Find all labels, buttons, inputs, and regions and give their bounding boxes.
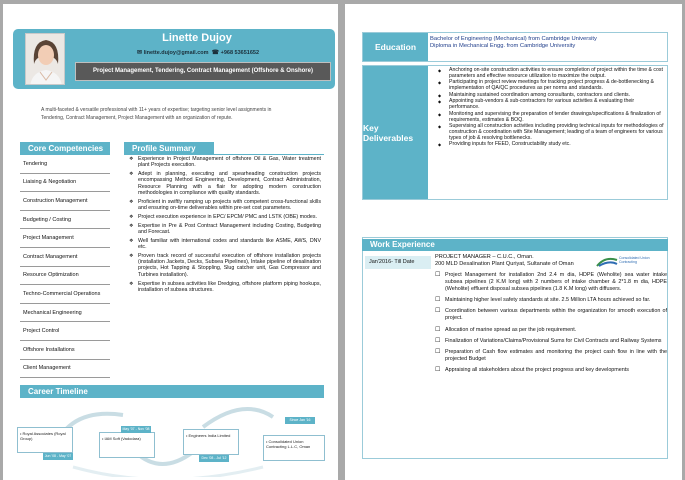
career-timeline [13, 397, 335, 477]
summary-text: A multi-faceted & versatile professional with 11+ years of expertise; targeting senior level assignments in Tendering, Contract Management, Project Management with an organization of repute. [41, 107, 272, 121]
timeline-node-1: • Royal Associates (Royal Group) [17, 427, 73, 453]
phone-icon: ☎ [211, 50, 220, 56]
timeline-node-4: • Consolidated Union Contracting L.L.C, Oman [263, 435, 325, 461]
timeline-date-3: Dec '08 - Jul '12 [199, 455, 229, 462]
deliverable-item: ◆ Maintaining sustained coordination among consultants, contractors and clients. [435, 93, 665, 99]
profile-item: ❖ Expertise in Pre & Post Contract Management including Costing, Budgeting and Forecast. [128, 223, 321, 236]
timeline-date-1: Jun '08 - May '07 [44, 454, 72, 458]
core-competencies-title: Core Competencies [20, 142, 110, 155]
profile-summary-title: Profile Summary [124, 142, 214, 155]
key-deliverables-list [435, 68, 665, 149]
education-label: Education [363, 33, 428, 61]
deliverable-item: ◆ Monitoring and supervising the preparation of tender drawings/specifications & finalization of requirements, estimates & BOQ. [435, 112, 665, 124]
competency-item: Mechanical Engineering [20, 304, 110, 323]
resume-page-1 [3, 4, 338, 480]
deliverable-item: ◆ Supervising all construction activities including providing technical inputs for methodologies of construction & coordination with Site Management; leading of a team of engineers for various types of job & resolving bottlenecks. [435, 124, 665, 142]
competency-item: Construction Management [20, 192, 110, 211]
work-item: ☐ Preparation of Cash flow estimates and monitoring the project cash flow in line with the projected Budget [435, 349, 667, 363]
competency-item: Project Management [20, 229, 110, 248]
work-experience-list [435, 272, 667, 379]
profile-item: ❖ Well familiar with international codes and standards like ASME, AWS, DNV etc. [128, 238, 321, 251]
deliverable-item: ◆ Appointing sub-vendors & sub-contractors for various activities & evaluating their performance. [435, 99, 665, 111]
deliverable-item: ◆ Anchoring on-site construction activities to ensure completion of project within the time & cost parameters and effective resource utilization to maximize the output. [435, 68, 665, 80]
position-title: PROJECT MANAGER – C.U.C., Oman. [435, 254, 534, 260]
education-text [430, 36, 660, 50]
email-text: linette.dujoy@gmail.com [143, 50, 209, 56]
resume-page-2 [345, 4, 682, 480]
work-item: ☐ Project Management for installation 2nd 2.4 m dia, HDPE (Weholite) sea water intake subsea pipelines (2 K.M long) with 2 numbers of intake chamber & 2*1.8 m dia, HDPE (Weholite) effluent disposal subsea pipelines (1.8 K.M long) with diffusers. [435, 272, 667, 293]
profile-item: ❖ Expertise in subsea activities like Dredging, offshore platform piping hookups, installation of subsea structures. [128, 281, 321, 294]
candidate-name: Linette Dujoy [162, 32, 232, 44]
envelope-icon: ✉ [137, 50, 143, 56]
deliverable-item: ◆ Providing inputs for FEED, Constructability study etc. [435, 142, 665, 148]
work-period: Jan'2016- Till Date [365, 256, 431, 269]
work-item: ☐ Finalization of Variations/Claims/Provisional Sums for Civil Contracts and Railway Systems [435, 338, 667, 345]
profile-item: ❖ Proficient in swiftly ramping up projects with competent cross-functional skills and ensuring on-time deliverables within pre-set cost parameters. [128, 199, 321, 212]
competency-item: Tendering [20, 155, 110, 174]
logo-text: Consolidated Union Contracting [619, 256, 650, 264]
company-logo [595, 254, 661, 268]
competency-item: Client Management [20, 360, 110, 379]
deliverable-item: ◆ Participating in project review meetings for tracking project progress & de-bottlenecking & implementation of QA/QC procedures as per norms and standards. [435, 80, 665, 92]
core-competencies-list [20, 155, 110, 378]
competency-item: Project Control [20, 322, 110, 341]
project-title: 200 MLD Desalination Plant Quriyat, Sultanate of Oman [435, 261, 574, 267]
divider [214, 154, 324, 155]
profile-item: ❖ Project execution experience in EPC/ EPCM/ PMC and LSTK (OBE) modes. [128, 214, 321, 220]
competency-item: Liaising & Negotiation [20, 174, 110, 193]
role-banner: Project Management, Tendering, Contract Management (Offshore & Onshore) [75, 62, 331, 81]
work-position [435, 254, 574, 268]
profile-summary-list [128, 156, 321, 296]
work-experience-title: Work Experience [362, 239, 668, 251]
timeline-node-2: • IAM Soft (Vadodara) [99, 432, 155, 458]
competency-item: Contract Management [20, 248, 110, 267]
profile-item: ❖ Adept in planning, executing and spearheading construction projects encompassing Method Engineering, Development, Contract Administration, Resource Planning with a flair for adopting modern construction methodologies in compliance with quality standards. [128, 171, 321, 196]
competency-item: Budgeting / Costing [20, 211, 110, 230]
profile-item: ❖ Experience in Project Management of offshore Oil & Gas, Water treatment plant Projects execution. [128, 156, 321, 169]
phone-text: +968 53651652 [220, 50, 259, 56]
work-item: ☐ Appraising all stakeholders about the project progress and key developments [435, 367, 667, 374]
competency-item: Resource Optimization [20, 267, 110, 286]
timeline-node-3: • Engineers India Limited [183, 429, 239, 455]
profile-item: ❖ Proven track record of successful execution of offshore installation projects (installation Jackets, Decks, Subsea Pipelines), Intake pipeline of desalination projects, Hot Tapping & Stoppling, Slug catcher unit, Gas Compressor and Turbines installation). [128, 253, 321, 278]
contact-line [73, 49, 323, 56]
key-deliverables-label: Key Deliverables [363, 66, 428, 199]
work-item: ☐ Allocation of marine spread as per the job requirement. [435, 327, 667, 334]
competency-item: Techno-Commercial Operations [20, 285, 110, 304]
timeline-date-2: May '07 - Nov '08 [122, 427, 150, 431]
education-line: Bachelor of Engineering (Mechanical) from Cambridge University [430, 36, 597, 42]
education-line: Diploma in Mechanical Engg. from Cambridge University [430, 43, 576, 49]
timeline-date-4: Since Jan '16 [285, 417, 315, 424]
profile-photo [25, 33, 65, 85]
career-timeline-title: Career Timeline [20, 385, 324, 398]
work-item: ☐ Coordination between various departments within the organization for smooth execution of project. [435, 308, 667, 322]
work-item: ☐ Maintaining higher level safety standards at site. 2.5 Million LTA hours achieved so far. [435, 297, 667, 304]
competency-item: Offshore Installations [20, 341, 110, 360]
